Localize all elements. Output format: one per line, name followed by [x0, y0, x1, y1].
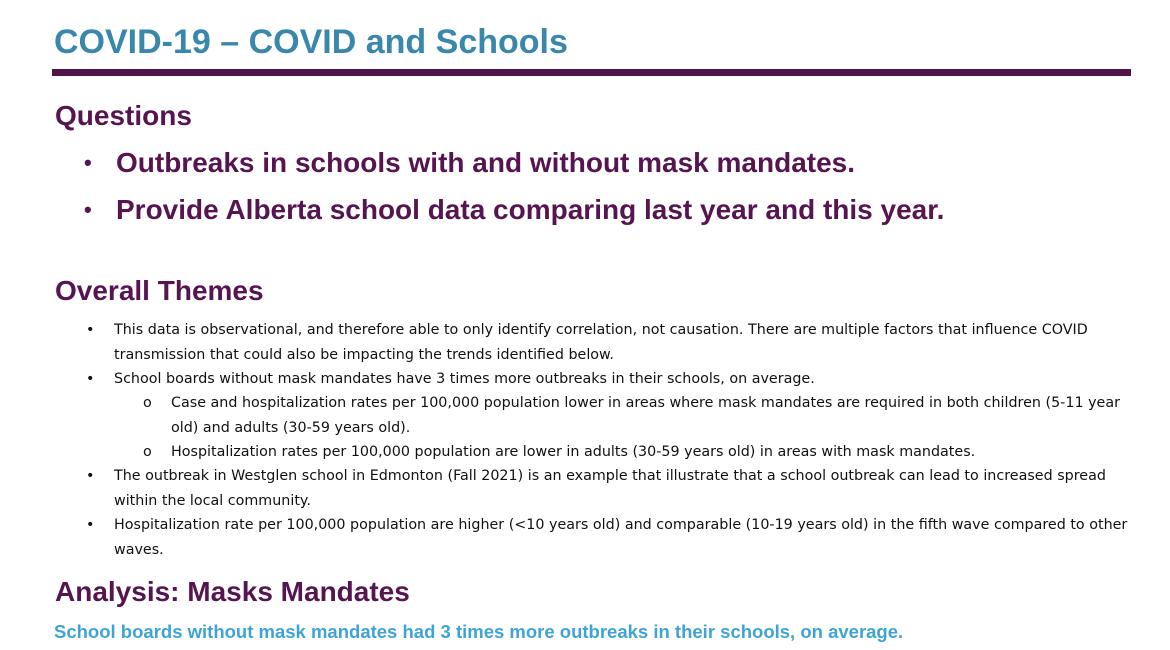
question-item [84, 193, 944, 227]
theme-item [86, 464, 1136, 513]
analysis-summary: School boards without mask mandates had 3 times more outbreaks in their schools, on average. [54, 621, 904, 642]
bullet-icon: • [86, 517, 95, 533]
page-title: COVID-19 – COVID and Schools [54, 23, 568, 61]
theme-text: School boards without mask mandates have 3 times more outbreaks in their schools, on average. [114, 371, 815, 387]
bullet-icon: • [86, 468, 95, 484]
theme-text: Hospitalization rate per 100,000 population are higher (<10 years old) and comparable (10-19 years old) in the fifth wave compared to other waves. [114, 517, 1128, 558]
sub-bullet-icon: o [143, 444, 152, 460]
question-text: Provide Alberta school data comparing last year and this year. [116, 194, 945, 225]
bullet-icon: • [84, 150, 92, 175]
questions-heading: Questions [55, 100, 192, 131]
theme-sub-item [143, 440, 1170, 465]
overall-themes-heading: Overall Themes [55, 275, 264, 306]
bullet-icon: • [84, 197, 92, 222]
analysis-heading: Analysis: Masks Mandates [55, 576, 410, 607]
bullet-icon: • [86, 371, 95, 387]
sub-bullet-icon: o [143, 395, 152, 411]
theme-text: The outbreak in Westglen school in Edmonton (Fall 2021) is an example that illustrate that a school outbreak can lead to increased spread within the local community. [114, 468, 1106, 509]
theme-text: Case and hospitalization rates per 100,000 population lower in areas where mask mandates are required in both children (5-11 year old) and adults (30-59 years old). [171, 395, 1120, 436]
title-divider [52, 69, 1131, 76]
theme-item [86, 513, 1136, 562]
question-text: Outbreaks in schools with and without mask mandates. [116, 147, 856, 178]
bullet-icon: • [86, 322, 95, 338]
theme-item [86, 318, 1136, 367]
question-item [84, 146, 855, 180]
theme-text: Hospitalization rates per 100,000 population are lower in adults (30-59 years old) in areas with mask mandates. [171, 444, 976, 460]
theme-item [86, 367, 1136, 392]
theme-text: This data is observational, and therefore able to only identify correlation, not causation. There are multiple factors that influence COVID transmission that could also be impacting the trends identified below. [114, 322, 1088, 363]
theme-sub-item [143, 391, 1170, 440]
